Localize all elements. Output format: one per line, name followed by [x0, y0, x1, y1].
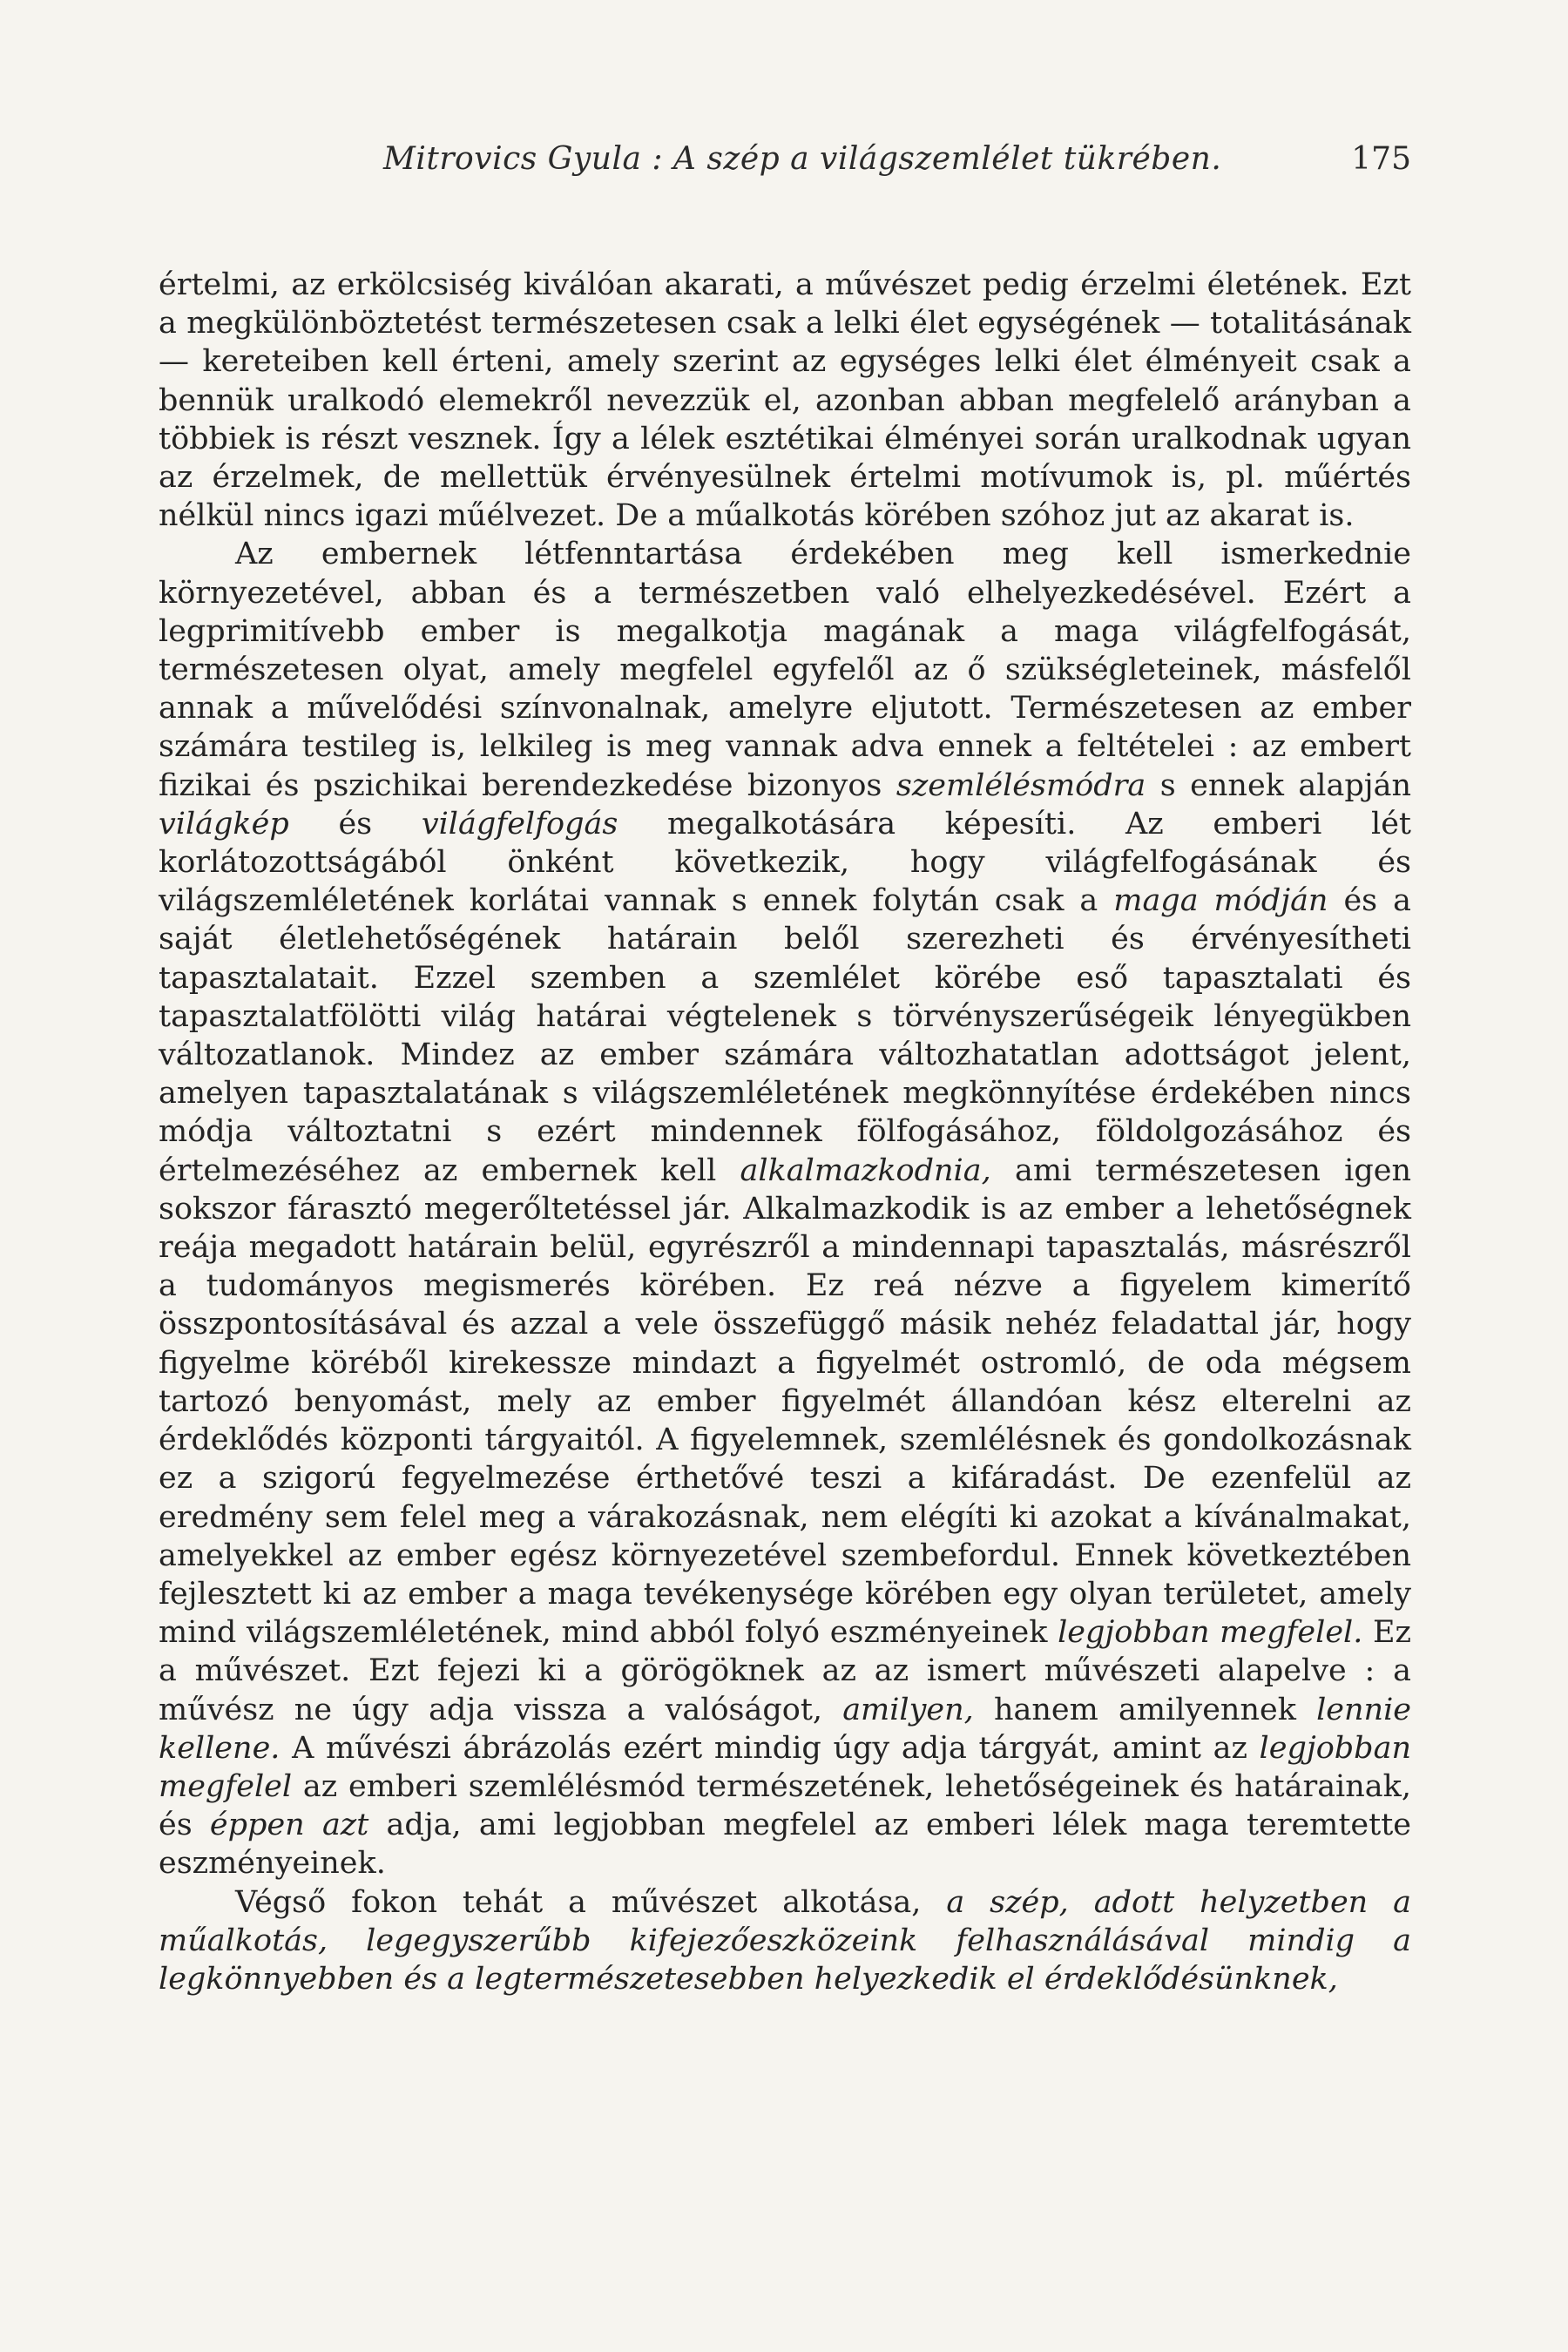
paragraph-text: értelmi, az erkölcsiség kiválóan akarati, a művészet pedig érzelmi életének. Ezt a megkülönböztetést természetesen csak a lelki élet egységének — totalitásának — kereteiben kell érteni, amely szerint az egységes lelki élet élményeit csak a bennük uralkodó elemekről nevezzük el, azonban abban megfelelő arányban a többiek is részt vesznek. Így a lélek esztétikai élményei során uralkodnak ugyan az érzelmek, de mellettük érvényesülnek értelmi motívumok is, pl. műértés nélkül nincs igazi műélvezet. De a műalkotás körében szóhoz jut az akarat is.	[159, 267, 1411, 534]
running-header	[383, 141, 1411, 193]
paragraph-text: és a saját életlehetőségének határain belől szerezheti és érvényesítheti tapasztalatait. Ezzel szemben a szemlélet körébe eső tapasztalati és tapasztalatfölötti világ határai végtelenek s törvényszerűségeik lényegükben változatlanok. Mindez az ember számára változhatatlan adottságot jelent, amelyen tapasztalatának s világszemléletének megkönnyítése érdekében nincs módja változtatni s ezért mindennek fölfogásához, földolgozásához és értelmezéséhez az embernek kell	[159, 883, 1411, 1188]
emphasis-text: alkalmazkodnia,	[740, 1152, 991, 1188]
emphasis-text: lennie kellene.	[159, 1692, 1411, 1766]
emphasis-text: világfelfogás	[421, 806, 618, 841]
paragraph-3	[159, 1883, 1411, 1999]
paragraph-text: Végső fokon tehát a művészet alkotása,	[235, 1884, 947, 1920]
emphasis-text: világkép	[159, 806, 289, 841]
paragraph-text: az emberi szemlélésmód természetének, lehetőségeinek és határainak, és	[159, 1768, 1411, 1843]
emphasis-text: legjobban megfelel.	[1058, 1615, 1363, 1651]
running-title: Mitrovics Gyula : A szép a világszemlélet tükrében.	[383, 141, 1222, 177]
paragraph-text: s ennek alapján	[1146, 767, 1411, 803]
emphasis-text: legjobban megfelel	[159, 1730, 1411, 1804]
paragraph-text: ami természetesen igen sokszor fárasztó megerőltetéssel jár. Alkalmazkodik is az ember a lehetőségnek reája megadott határain belül, egyrészről a mindennapi tapasztalás, másrészről a tudományos megismerés körében. Ez reá nézve a figyelem kimerítő összpontosításával és azzal a vele összefüggő másik nehéz feladattal jár, hogy figyelme köréből kirekessze mindazt a figyelmét ostromló, de oda mégsem tartozó benyomást, mely az ember figyelmét állandóan kész elterelni az érdeklődés központi tárgyaitól. A figyelemnek, szemlélésnek és gondolkozásnak ez a szigorú fegyelmezése érthetővé teszi a kifáradást. De ezenfelül az eredmény sem felel meg a várakozásnak, nem elégíti ki azokat a kívánalmakat, amelyekkel az ember egész környezetével szembefordul. Ennek következtében fejlesztett ki az ember a maga tevékenysége körében egy olyan területet, amely mind világszemléletének, mind abból folyó eszményeinek	[159, 1152, 1411, 1651]
paragraph-text: megalkotására képesíti. Az emberi lét korlátozottságából önként következik, hogy világfelfogásának és világszemléletének korlátai vannak s ennek folytán csak a	[159, 806, 1411, 919]
paragraph-1	[159, 266, 1411, 535]
body-text	[159, 266, 1411, 1998]
emphasis-text: éppen azt	[209, 1808, 369, 1843]
emphasis-text: maga módján	[1113, 883, 1328, 919]
emphasis-text: szemlélésmódra	[896, 767, 1146, 803]
paragraph-text: A művészi ábrázolás ezért mindig úgy adja tárgyát, amint az	[280, 1730, 1260, 1766]
emphasis-text: amilyen,	[842, 1692, 974, 1727]
paragraph-text: adja, ami legjobban megfelel az emberi lélek maga teremtette eszményeinek.	[159, 1808, 1411, 1882]
paragraph-text: Az embernek létfenntartása érdekében meg kell ismerkednie környezetével, abban és a természetben való elhelyezkedésével. Ezért a legprimitívebb ember is megalkotja magának a maga világfelfogását, természetesen olyat, amely megfelel egyfelől az ő szükségleteinek, másfelől annak a művelődési színvonalnak, amelyre eljutott. Természetesen az ember számára testileg is, lelkileg is meg vannak adva ennek a feltételei : az embert fizikai és pszichikai berendezkedése bizonyos	[159, 537, 1411, 803]
page-number: 175	[1351, 141, 1411, 177]
paragraph-text: hanem amilyennek	[973, 1692, 1317, 1727]
emphasis-text: a szép, adott helyzetben a műalkotás, legegyszerűbb kifejezőeszközeink felhasználásával mindig a legkönnyebben és a legtermészetesebben helyezkedik el érdeklődésünknek,	[159, 1884, 1412, 1997]
paragraph-text: és	[288, 806, 422, 841]
paragraph-text: Ez a művészet. Ezt fejezi ki a görögöknek az az ismert művészeti alapelve : a művész ne úgy adja vissza a valóságot,	[159, 1615, 1411, 1727]
paragraph-2	[159, 535, 1411, 1882]
